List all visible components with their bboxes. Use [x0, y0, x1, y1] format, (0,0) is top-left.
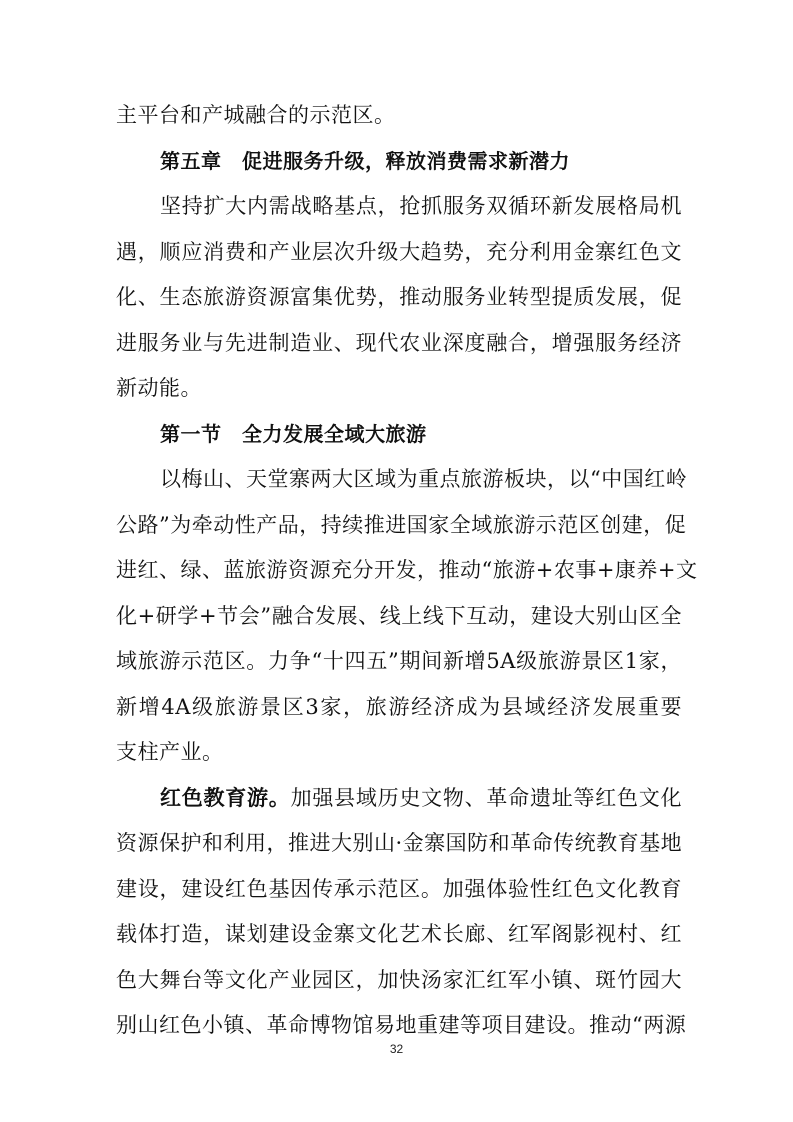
paragraph-line: 别山红色小镇、革命博物馆易地重建等项目建设。推动“两源 — [116, 1013, 687, 1037]
chapter-heading: 第五章 促进服务升级，释放消费需求新潜力 — [160, 149, 570, 173]
paragraph-line: 坚持扩大内需战略基点，抢抓服务双循环新发展格局机 — [160, 194, 682, 218]
paragraph-line: 进服务业与先进制造业、现代农业深度融合，增强服务经济 — [116, 331, 682, 355]
paragraph-line: 进红、绿、蓝旅游资源充分开发，推动“旅游+农事+康养+文 — [116, 558, 698, 582]
section-heading: 第一节 全力发展全域大旅游 — [160, 422, 427, 446]
red-tourism-lead: 红色教育游。 — [160, 786, 291, 810]
paragraph-line: 新动能。 — [116, 376, 202, 400]
red-tourism-first-line — [160, 780, 682, 816]
paragraph-line: 以梅山、天堂寨两大区域为重点旅游板块，以“中国红岭 — [160, 467, 688, 491]
paragraph-line: 载体打造，谋划建设金寨文化艺术长廊、红军阁影视村、红 — [116, 922, 682, 946]
paragraph-line: 新增4A级旅游景区3家，旅游经济成为县域经济发展重要 — [116, 695, 682, 719]
paragraph-line: 主平台和产城融合的示范区。 — [116, 103, 396, 127]
paragraph-line: 化+研学+节会”融合发展、线上线下互动，建设大别山区全 — [116, 604, 682, 628]
paragraph-line: 遇，顺应消费和产业层次升级大趋势，充分利用金寨红色文 — [116, 240, 682, 264]
paragraph-line: 色大舞台等文化产业园区，加快汤家汇红军小镇、斑竹园大 — [116, 968, 682, 992]
paragraph-line: 资源保护和利用，推进大别山·金寨国防和革命传统教育基地 — [116, 831, 683, 855]
page-number: 32 — [389, 1042, 404, 1056]
paragraph-line: 建设，建设红色基因传承示范区。加强体验性红色文化教育 — [116, 877, 682, 901]
paragraph-line: 公路”为牵动性产品，持续推进国家全域旅游示范区创建，促 — [116, 513, 687, 537]
paragraph-line: 域旅游示范区。力争“十四五”期间新增5A级旅游景区1家， — [116, 649, 682, 673]
paragraph-line: 支柱产业。 — [116, 740, 224, 764]
paragraph-line: 化、生态旅游资源富集优势，推动服务业转型提质发展，促 — [116, 285, 682, 309]
paragraph-text: 加强县域历史文物、革命遗址等红色文化 — [290, 786, 683, 810]
